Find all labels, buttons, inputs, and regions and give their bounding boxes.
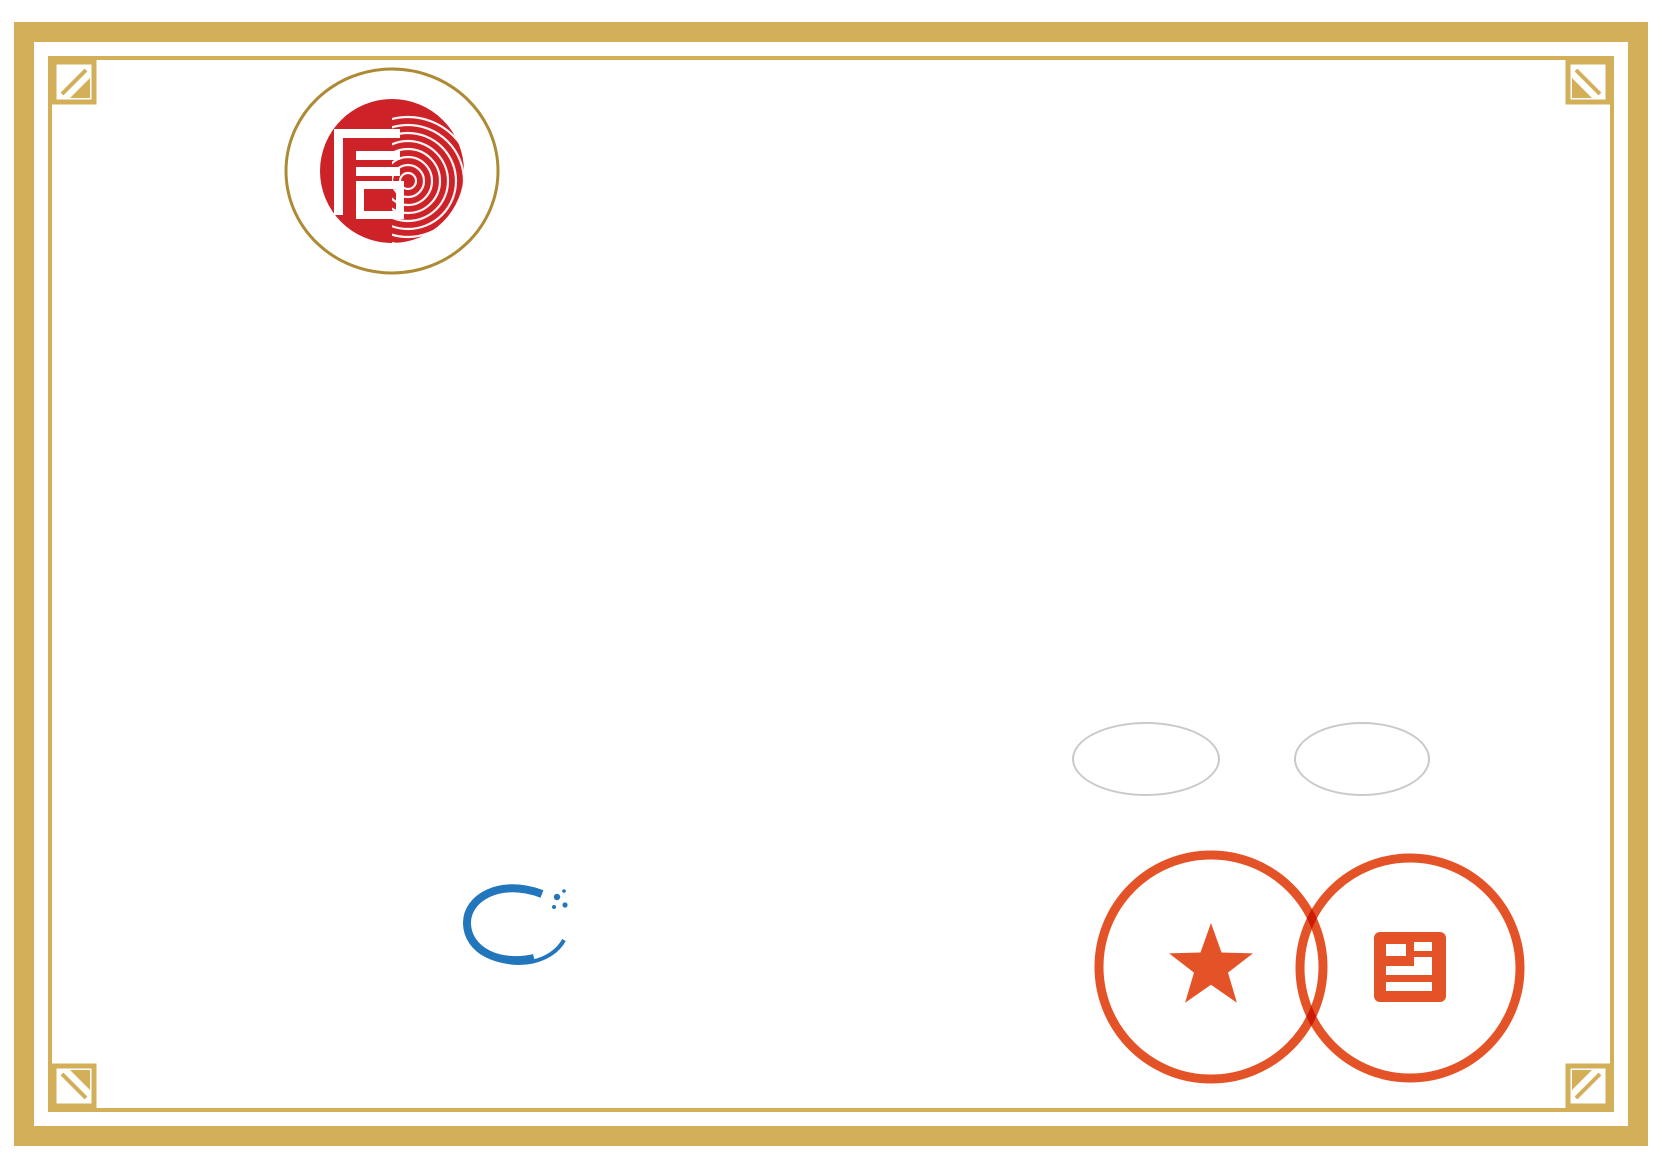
corner-ornament (1568, 62, 1608, 102)
review-stamp-placeholder (1294, 722, 1430, 796)
corner-ornament (1568, 1066, 1608, 1106)
certificate-notes (820, 84, 1524, 92)
corner-ornament (54, 1066, 94, 1106)
qr-code (612, 858, 712, 958)
review-stamp-placeholder (1072, 722, 1220, 796)
credit-china-logo-icon (282, 66, 502, 284)
seal-center-mark (1374, 932, 1446, 1002)
bcc-logo-icon (458, 884, 576, 970)
corner-ornament (54, 62, 94, 102)
seal-star (1169, 923, 1253, 1003)
issuer-seal-right (1288, 846, 1532, 1090)
